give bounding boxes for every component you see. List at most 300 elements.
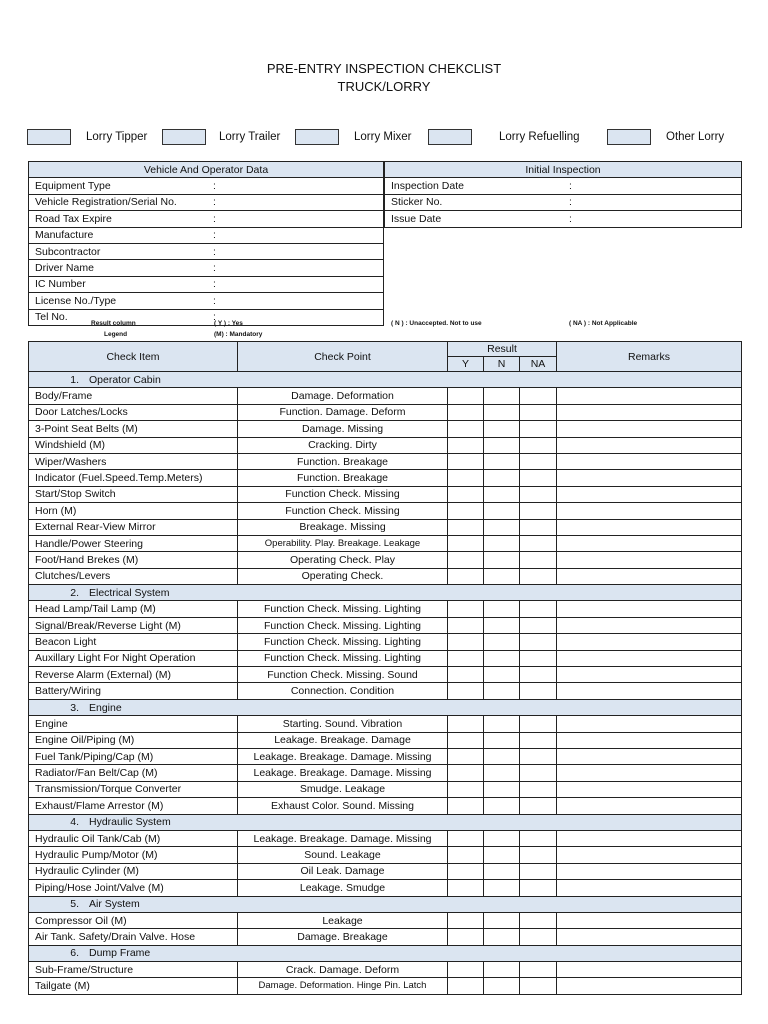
result-y-cell[interactable] (448, 486, 484, 502)
table-row (29, 388, 742, 404)
remarks-cell[interactable] (557, 453, 742, 469)
section-number: 6. (70, 947, 79, 960)
result-y-cell[interactable] (448, 929, 484, 945)
table-row (29, 601, 742, 617)
check-point: Function Check. Missing. Lighting (238, 650, 448, 666)
result-n-cell[interactable] (484, 716, 520, 732)
table-row (29, 309, 384, 325)
result-y-cell[interactable] (448, 847, 484, 863)
result-n-cell[interactable] (484, 765, 520, 781)
result-y-cell[interactable] (448, 650, 484, 666)
remarks-cell[interactable] (557, 667, 742, 683)
result-na-cell[interactable] (520, 912, 557, 928)
section-title (29, 814, 742, 830)
field-value[interactable]: : (207, 178, 384, 194)
section-label: Operator Cabin (89, 373, 161, 386)
field-label: Road Tax Expire (29, 211, 208, 227)
remarks-cell[interactable] (557, 650, 742, 666)
result-na-cell[interactable] (520, 978, 557, 994)
legend-no: ( N ) : Unaccepted. Not to use (391, 320, 482, 327)
remarks-cell[interactable] (557, 535, 742, 551)
result-y-cell[interactable] (448, 634, 484, 650)
section-row (29, 372, 742, 388)
result-na-cell[interactable] (520, 486, 557, 502)
lorry-refuelling-checkbox[interactable] (428, 129, 472, 145)
table-row (29, 243, 384, 259)
field-label: Sticker No. (385, 194, 564, 210)
result-n-cell[interactable] (484, 667, 520, 683)
other-lorry-label: Other Lorry (666, 131, 725, 143)
lorry-tipper-checkbox[interactable] (27, 129, 71, 145)
field-value[interactable]: : (207, 260, 384, 276)
result-y-cell[interactable] (448, 732, 484, 748)
field-label: Manufacture (29, 227, 208, 243)
result-n-cell[interactable] (484, 617, 520, 633)
result-na-cell[interactable] (520, 880, 557, 896)
result-y-cell[interactable] (448, 535, 484, 551)
result-y-cell[interactable] (448, 765, 484, 781)
result-y-cell[interactable] (448, 568, 484, 584)
section-label: Hydraulic System (89, 816, 171, 829)
check-point: Function Check. Missing. Lighting (238, 617, 448, 633)
remarks-cell[interactable] (557, 716, 742, 732)
result-y-cell[interactable] (448, 748, 484, 764)
result-na-cell[interactable] (520, 847, 557, 863)
table-row (29, 978, 742, 994)
section-title (29, 372, 742, 388)
section-label: Dump Frame (89, 947, 151, 960)
result-na-cell[interactable] (520, 716, 557, 732)
result-na-cell[interactable] (520, 421, 557, 437)
section-row (29, 896, 742, 912)
vehicle-type-selector (0, 129, 768, 147)
result-na-cell[interactable] (520, 781, 557, 797)
result-y-cell[interactable] (448, 798, 484, 814)
remarks-cell[interactable] (557, 781, 742, 797)
remarks-cell[interactable] (557, 962, 742, 978)
result-n-cell[interactable] (484, 847, 520, 863)
field-value[interactable]: : (207, 276, 384, 292)
check-point: Function. Damage. Deform (238, 404, 448, 420)
result-y-cell[interactable] (448, 470, 484, 486)
result-n-cell[interactable] (484, 519, 520, 535)
result-na-cell[interactable] (520, 798, 557, 814)
check-point: Sound. Leakage (238, 847, 448, 863)
check-point: Smudge. Leakage (238, 781, 448, 797)
result-y-cell[interactable] (448, 912, 484, 928)
check-item: Hydraulic Pump/Motor (M) (29, 847, 238, 863)
section-title (29, 585, 742, 601)
result-y-cell[interactable] (448, 552, 484, 568)
check-item: Auxillary Light For Night Operation (29, 650, 238, 666)
check-point: Operability. Play. Breakage. Leakage (238, 535, 448, 551)
result-y-cell[interactable] (448, 880, 484, 896)
result-na-cell[interactable] (520, 453, 557, 469)
legend-title: Legend (104, 331, 128, 338)
check-point: Function Check. Missing (238, 503, 448, 519)
table-row (29, 503, 742, 519)
section-label: Air System (89, 898, 140, 911)
check-item: Indicator (Fuel.Speed.Temp.Meters) (29, 470, 238, 486)
result-y-header: Y (448, 357, 484, 372)
table-row (29, 568, 742, 584)
result-y-cell[interactable] (448, 453, 484, 469)
result-na-cell[interactable] (520, 388, 557, 404)
result-n-cell[interactable] (484, 503, 520, 519)
remarks-cell[interactable] (557, 634, 742, 650)
table-row (29, 765, 742, 781)
lorry-mixer-checkbox[interactable] (295, 129, 339, 145)
result-n-cell[interactable] (484, 748, 520, 764)
table-row (29, 486, 742, 502)
remarks-cell[interactable] (557, 503, 742, 519)
result-na-cell[interactable] (520, 552, 557, 568)
result-na-cell[interactable] (520, 929, 557, 945)
table-row (29, 912, 742, 928)
field-value[interactable]: : (563, 211, 742, 227)
result-y-cell[interactable] (448, 667, 484, 683)
result-n-cell[interactable] (484, 830, 520, 846)
remarks-cell[interactable] (557, 601, 742, 617)
result-n-cell[interactable] (484, 912, 520, 928)
result-n-cell[interactable] (484, 683, 520, 699)
check-point: Function Check. Missing (238, 486, 448, 502)
remarks-cell[interactable] (557, 617, 742, 633)
result-na-cell[interactable] (520, 748, 557, 764)
table-row (29, 535, 742, 551)
table-row (29, 634, 742, 650)
result-n-cell[interactable] (484, 634, 520, 650)
table-row (385, 194, 742, 210)
legend-na: ( NA ) : Not Applicable (569, 320, 638, 327)
section-label: Engine (89, 701, 122, 714)
check-point: Function Check. Missing. Lighting (238, 634, 448, 650)
check-point: Function. Breakage (238, 470, 448, 486)
check-point: Function Check. Missing. Sound (238, 667, 448, 683)
check-item: Horn (M) (29, 503, 238, 519)
section-row (29, 814, 742, 830)
check-item: Engine Oil/Piping (M) (29, 732, 238, 748)
check-point: Function Check. Missing. Lighting (238, 601, 448, 617)
check-point: Operating Check. Play (238, 552, 448, 568)
table-row (29, 962, 742, 978)
table-row (29, 227, 384, 243)
legend-result-column: Result column (91, 320, 136, 327)
vehicle-operator-table (28, 161, 384, 326)
table-row (29, 880, 742, 896)
lorry-trailer-checkbox[interactable] (162, 129, 206, 145)
remarks-cell[interactable] (557, 732, 742, 748)
result-na-cell[interactable] (520, 634, 557, 650)
result-n-cell[interactable] (484, 470, 520, 486)
check-item: Tailgate (M) (29, 978, 238, 994)
result-n-cell[interactable] (484, 404, 520, 420)
check-point: Breakage. Missing (238, 519, 448, 535)
remarks-cell[interactable] (557, 912, 742, 928)
table-row (29, 178, 384, 194)
remarks-cell[interactable] (557, 863, 742, 879)
section-row (29, 585, 742, 601)
form-title: PRE-ENTRY INSPECTION CHEKCLIST (266, 61, 502, 76)
result-na-cell[interactable] (520, 519, 557, 535)
result-na-cell[interactable] (520, 962, 557, 978)
remarks-cell[interactable] (557, 683, 742, 699)
field-label: License No./Type (29, 293, 208, 309)
result-n-cell[interactable] (484, 880, 520, 896)
check-item: Exhaust/Flame Arrestor (M) (29, 798, 238, 814)
remarks-cell[interactable] (557, 552, 742, 568)
remarks-cell[interactable] (557, 486, 742, 502)
check-item: Windshield (M) (29, 437, 238, 453)
remarks-cell[interactable] (557, 847, 742, 863)
field-value[interactable]: : (207, 293, 384, 309)
field-value[interactable]: : (207, 194, 384, 210)
table-row (29, 276, 384, 292)
field-label: Driver Name (29, 260, 208, 276)
section-title (29, 896, 742, 912)
section-number: 1. (70, 373, 79, 386)
check-item: Clutches/Levers (29, 568, 238, 584)
table-row (29, 732, 742, 748)
remarks-cell[interactable] (557, 568, 742, 584)
check-item: 3-Point Seat Belts (M) (29, 421, 238, 437)
result-y-cell[interactable] (448, 830, 484, 846)
field-value[interactable]: : (207, 227, 384, 243)
check-item: Body/Frame (29, 388, 238, 404)
check-item: Compressor Oil (M) (29, 912, 238, 928)
table-row (29, 437, 742, 453)
remarks-cell[interactable] (557, 388, 742, 404)
remarks-cell[interactable] (557, 765, 742, 781)
result-y-cell[interactable] (448, 962, 484, 978)
remarks-cell[interactable] (557, 880, 742, 896)
result-y-cell[interactable] (448, 601, 484, 617)
remarks-cell[interactable] (557, 830, 742, 846)
table-row (29, 404, 742, 420)
result-n-cell[interactable] (484, 437, 520, 453)
result-n-cell[interactable] (484, 863, 520, 879)
vehicle-operator-header: Vehicle And Operator Data (29, 162, 384, 178)
result-n-cell[interactable] (484, 650, 520, 666)
check-point: Exhaust Color. Sound. Missing (238, 798, 448, 814)
table-row (29, 453, 742, 469)
result-n-cell[interactable] (484, 978, 520, 994)
section-row (29, 945, 742, 961)
initial-inspection-table (384, 161, 742, 228)
result-n-cell[interactable] (484, 552, 520, 568)
remarks-cell[interactable] (557, 929, 742, 945)
remarks-cell[interactable] (557, 437, 742, 453)
result-n-cell[interactable] (484, 486, 520, 502)
remarks-header: Remarks (557, 342, 742, 372)
result-na-cell[interactable] (520, 863, 557, 879)
result-na-cell[interactable] (520, 437, 557, 453)
check-item: Wiper/Washers (29, 453, 238, 469)
result-n-cell[interactable] (484, 388, 520, 404)
result-y-cell[interactable] (448, 716, 484, 732)
result-y-cell[interactable] (448, 781, 484, 797)
result-na-cell[interactable] (520, 732, 557, 748)
section-row (29, 699, 742, 715)
result-y-cell[interactable] (448, 388, 484, 404)
check-item: Engine (29, 716, 238, 732)
section-number: 2. (70, 586, 79, 599)
remarks-cell[interactable] (557, 404, 742, 420)
result-na-cell[interactable] (520, 617, 557, 633)
result-na-header: NA (520, 357, 557, 372)
remarks-cell[interactable] (557, 519, 742, 535)
remarks-cell[interactable] (557, 421, 742, 437)
check-point: Leakage. Breakage. Damage. Missing (238, 830, 448, 846)
check-item: External Rear-View Mirror (29, 519, 238, 535)
check-point: Damage. Deformation. Hinge Pin. Latch (238, 978, 448, 994)
result-n-cell[interactable] (484, 781, 520, 797)
check-point: Damage. Breakage (238, 929, 448, 945)
result-na-cell[interactable] (520, 404, 557, 420)
result-n-cell[interactable] (484, 929, 520, 945)
result-n-cell[interactable] (484, 568, 520, 584)
result-y-cell[interactable] (448, 978, 484, 994)
result-y-cell[interactable] (448, 404, 484, 420)
table-row (385, 211, 742, 227)
table-row (29, 211, 384, 227)
check-point: Damage. Missing (238, 421, 448, 437)
lorry-mixer-label: Lorry Mixer (354, 131, 412, 143)
result-na-cell[interactable] (520, 650, 557, 666)
result-na-cell[interactable] (520, 667, 557, 683)
field-label: IC Number (29, 276, 208, 292)
section-number: 4. (70, 816, 79, 829)
result-na-cell[interactable] (520, 601, 557, 617)
check-item: Fuel Tank/Piping/Cap (M) (29, 748, 238, 764)
lorry-trailer-label: Lorry Trailer (219, 131, 281, 143)
check-item: Battery/Wiring (29, 683, 238, 699)
other-lorry-checkbox[interactable] (607, 129, 651, 145)
check-point: Leakage. Breakage. Damage. Missing (238, 748, 448, 764)
table-row (29, 519, 742, 535)
table-row (29, 683, 742, 699)
lorry-tipper-label: Lorry Tipper (86, 131, 148, 143)
field-label: Tel No. (29, 309, 208, 325)
legend-yes: ( Y ) : Yes (214, 320, 243, 327)
field-label: Subcontractor (29, 243, 208, 259)
result-y-cell[interactable] (448, 683, 484, 699)
field-value[interactable]: : (563, 194, 742, 210)
check-item: Radiator/Fan Belt/Cap (M) (29, 765, 238, 781)
table-row (29, 617, 742, 633)
check-point: Function. Breakage (238, 453, 448, 469)
field-label: Vehicle Registration/Serial No. (29, 194, 208, 210)
field-label: Equipment Type (29, 178, 208, 194)
remarks-cell[interactable] (557, 798, 742, 814)
check-point: Connection. Condition (238, 683, 448, 699)
result-n-cell[interactable] (484, 453, 520, 469)
section-title (29, 945, 742, 961)
result-na-cell[interactable] (520, 535, 557, 551)
result-n-cell[interactable] (484, 421, 520, 437)
check-item: Hydraulic Oil Tank/Cab (M) (29, 830, 238, 846)
table-row (29, 798, 742, 814)
result-y-cell[interactable] (448, 863, 484, 879)
remarks-cell[interactable] (557, 748, 742, 764)
result-y-cell[interactable] (448, 437, 484, 453)
result-y-cell[interactable] (448, 617, 484, 633)
result-y-cell[interactable] (448, 503, 484, 519)
table-row (29, 552, 742, 568)
result-n-cell[interactable] (484, 535, 520, 551)
check-point: Starting. Sound. Vibration (238, 716, 448, 732)
table-row (29, 716, 742, 732)
result-n-cell[interactable] (484, 798, 520, 814)
table-row (29, 781, 742, 797)
check-item: Transmission/Torque Converter (29, 781, 238, 797)
section-number: 3. (70, 701, 79, 714)
field-value[interactable]: : (207, 211, 384, 227)
result-n-cell[interactable] (484, 601, 520, 617)
field-value[interactable]: : (563, 178, 742, 194)
check-item: Beacon Light (29, 634, 238, 650)
result-n-cell[interactable] (484, 962, 520, 978)
result-na-cell[interactable] (520, 470, 557, 486)
check-item: Foot/Hand Brekes (M) (29, 552, 238, 568)
remarks-cell[interactable] (557, 470, 742, 486)
table-row (29, 863, 742, 879)
check-item: Reverse Alarm (External) (M) (29, 667, 238, 683)
table-row (29, 748, 742, 764)
result-na-cell[interactable] (520, 503, 557, 519)
check-point: Damage. Deformation (238, 388, 448, 404)
table-row (29, 293, 384, 309)
result-na-cell[interactable] (520, 683, 557, 699)
initial-inspection-header: Initial Inspection (385, 162, 742, 178)
check-point: Cracking. Dirty (238, 437, 448, 453)
check-point: Leakage. Smudge (238, 880, 448, 896)
field-value[interactable]: : (207, 243, 384, 259)
remarks-cell[interactable] (557, 978, 742, 994)
check-item: Start/Stop Switch (29, 486, 238, 502)
check-item: Door Latches/Locks (29, 404, 238, 420)
table-row (385, 178, 742, 194)
form-subtitle: TRUCK/LORRY (337, 79, 431, 94)
result-na-cell[interactable] (520, 765, 557, 781)
result-header: Result (448, 342, 557, 357)
result-na-cell[interactable] (520, 830, 557, 846)
result-n-cell[interactable] (484, 732, 520, 748)
table-row (29, 830, 742, 846)
result-na-cell[interactable] (520, 568, 557, 584)
check-item: Hydraulic Cylinder (M) (29, 863, 238, 879)
table-row (29, 847, 742, 863)
table-row (29, 421, 742, 437)
section-title (29, 699, 742, 715)
section-number: 5. (70, 898, 79, 911)
table-row (29, 260, 384, 276)
checklist-table (28, 341, 742, 995)
field-label: Inspection Date (385, 178, 564, 194)
check-item: Piping/Hose Joint/Valve (M) (29, 880, 238, 896)
section-label: Electrical System (89, 586, 170, 599)
check-point: Leakage (238, 912, 448, 928)
check-item-header: Check Item (29, 342, 238, 372)
table-row (29, 470, 742, 486)
field-value[interactable]: : (207, 309, 384, 325)
result-n-header: N (484, 357, 520, 372)
result-y-cell[interactable] (448, 421, 484, 437)
check-point: Operating Check. (238, 568, 448, 584)
check-item: Head Lamp/Tail Lamp (M) (29, 601, 238, 617)
table-row (29, 650, 742, 666)
result-y-cell[interactable] (448, 519, 484, 535)
